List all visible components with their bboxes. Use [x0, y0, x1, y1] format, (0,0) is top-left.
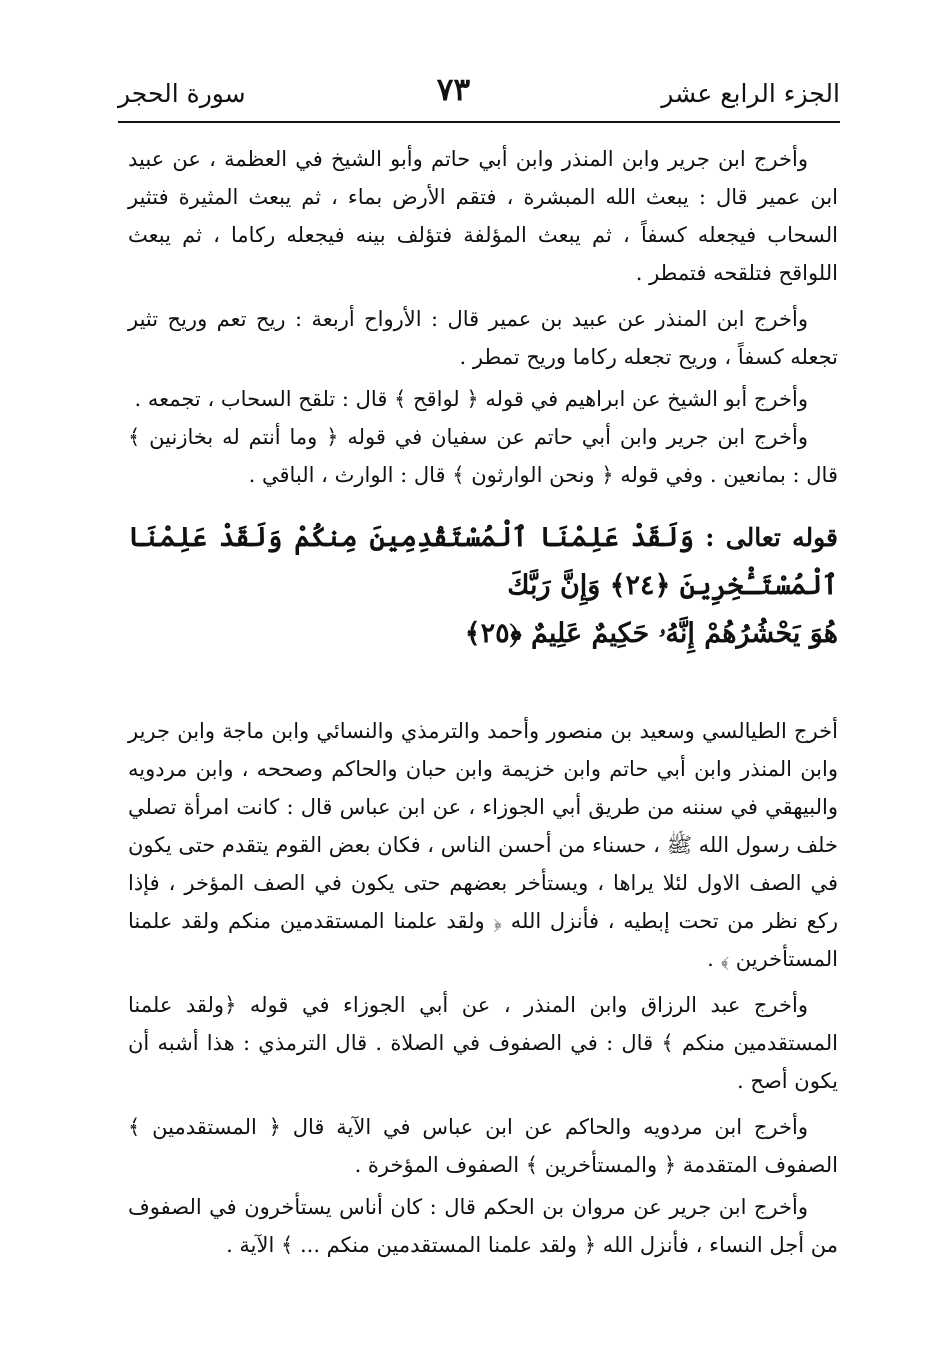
paragraph: أخرج الطيالسي وسعيد بن منصور وأحمد والترمذي والنسائي وابن ماجة وابن جرير وابن المنذر وابن أبي حاتم وابن خزيمة وابن حبان والحاكم وصححه ، وابن مردويه والبيهقي في سننه من طريق أبي الجوزاء ، عن ابن عباس قال : كانت امرأة تصلي خلف رسول الله ﷺ ، حسناء من أحسن الناس ، فكان بعض القوم يتقدم حتى يكون في الصف الاول لئلا يراها ، ويستأخر بعضهم حتى يكون في الصف المؤخر ، فإذا ركع نظر من تحت إبطيه ، فأنزل الله ﴿ ولقد علمنا المستقدمين منكم ولقد علمنا المستأخرين ﴾ . [128, 719, 838, 971]
page-body [128, 140, 838, 1264]
quran-verse-block [128, 514, 838, 658]
page-number: ٧٣ [436, 72, 471, 108]
paragraph: وأخرج ابن مردويه والحاكم عن ابن عباس في الآية قال ﴿ المستقدمين ﴾ الصفوف المتقدمة ﴿ والمستأخرين ﴾ الصفوف المؤخرة . [128, 1115, 838, 1177]
juz-label: الجزء الرابع عشر [661, 79, 840, 108]
paragraph: وأخرج ابن المنذر عن عبيد بن عمير قال : الأرواح أربعة : ريح تعم وريح تثير تجعله كسفاً ، وريح تجعله ركاما وريح تمطر . [128, 307, 838, 369]
paragraph: وأخرج أبو الشيخ عن ابراهيم في قوله ﴿ لواقح ﴾ قال : تلقح السحاب ، تجمعه . [134, 387, 808, 411]
verse-line-2 [128, 610, 838, 658]
verse-line-1 [128, 514, 838, 610]
paragraph: وأخرج ابن جرير وابن أبي حاتم عن سفيان في قوله ﴿ وما أنتم له بخازنين ﴾ قال : بمانعين . وفي قوله ﴿ ونحن الوارثون ﴾ قال : الوارث ، الباقي . [128, 425, 838, 487]
header-rule [118, 121, 840, 123]
surah-label: سورة الحجر [118, 79, 246, 108]
verse-text-2: هُوَ يَحْشُرُهُمْ إِنَّهُۥ حَكِيمٌ عَلِيمٌ ﴿٢٥﴾ [464, 618, 838, 649]
verse-intro: قوله تعالى : [705, 523, 838, 552]
paragraph: وأخرج عبد الرزاق وابن المنذر ، عن أبي الجوزاء في قوله ﴿ولقد علمنا المستقدمين منكم ﴾ قال : في الصفوف في الصلاة . قال الترمذي : هذا أشبه أن يكون أصح . [128, 993, 838, 1093]
verse-text-1: وَلَقَدْ عَلِمْنَا ٱلْمُسْتَقْدِمِينَ مِنكُمْ وَلَقَدْ عَلِمْنَا ٱلْمُسْتَـْٔخِرِينَ ﴿٢٤﴾ وَإِنَّ رَبَّكَ [128, 522, 838, 601]
running-header [118, 58, 840, 106]
paragraph: وأخرج ابن جرير عن مروان بن الحكم قال : كان أناس يستأخرون في الصفوف من أجل النساء ، فأنزل الله ﴿ ولقد علمنا المستقدمين منكم ... ﴾ الآية . [128, 1195, 838, 1257]
paragraph: وأخرج ابن جرير وابن المنذر وابن أبي حاتم وأبو الشيخ في العظمة ، عن عبيد ابن عمير قال : يبعث الله المبشرة ، فتقم الأرض بماء ، ثم يبعث المثيرة فتثير السحاب فيجعله كسفاً ، ثم يبعث المؤلفة فتؤلف بينه فيجعله ركاما ، ثم يبعث اللواقح فتلقحه فتمطر . [128, 147, 838, 285]
